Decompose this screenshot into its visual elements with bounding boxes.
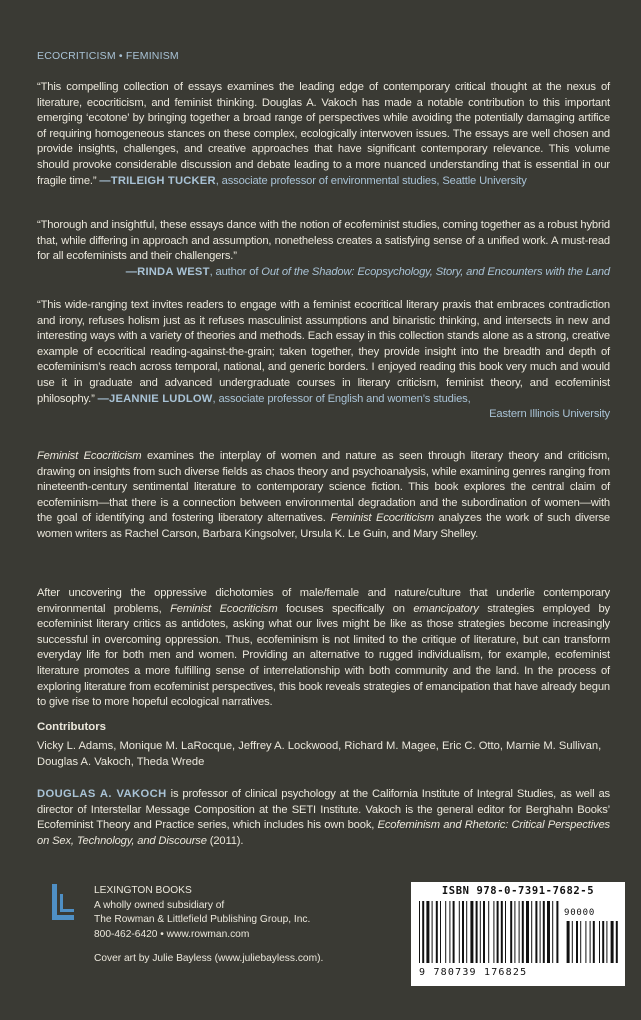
attribution-role: , author of: [209, 265, 262, 278]
book-title: Feminist Ecocriticism: [330, 512, 434, 525]
emphasis: emancipatory: [413, 602, 479, 615]
publisher-info: [94, 884, 310, 942]
bio-text: is professor of clinical psychology at the California Institute of Integral Studies, as well as director of Interstellar Message Composition at the SETI Institute. Vakoch is the general editor for Berghahn Books’ Ecofeminist Theory and Practice series, which includes his own book,: [37, 788, 610, 832]
attribution: [37, 265, 610, 281]
barcode-digits: 9 780739 176825: [419, 967, 528, 978]
description-text: strategies employed by ecofeminist literary critics as antidotes, asking what our lives might be like as those strategies become increasingly successful in overcoming oppression. Thus, ecofeminism is not limited to the critique of literature, but can transform everyday life for both men and women. Providing an alternative to rugged individualism, for example, ecofeminist literature promotes a more fulfilling sense of interrelationship with both community and the land. In the process of exploring literature from ecofeminist perspectives, this book reveals strategies of emancipation that have already begun to give rise to more hopeful ecological narratives.: [37, 602, 610, 709]
publisher-line: The Rowman & Littlefield Publishing Group, Inc.: [94, 914, 311, 926]
endorsement-west: [37, 218, 610, 280]
barcode-price-code: 90000: [564, 908, 596, 918]
publisher-name: LEXINGTON BOOKS: [94, 885, 192, 896]
cover-art-credit: Cover art by Julie Bayless (www.juliebayless.com).: [94, 953, 324, 964]
attribution-institution: Eastern Illinois University: [489, 408, 610, 421]
author-name: DOUGLAS A. VAKOCH: [37, 788, 167, 800]
description-paragraph-1: [37, 449, 610, 543]
quote-text: “This compelling collection of essays examines the leading edge of contemporary critical thought at the nexus of literature, ecocriticism, and feminist thinking. Douglas A. Vakoch has made a notable contribution to this important emerging ‘ecotone’ by bringing together a broad range of perspectives while avoiding the potentially damaging artifice of requiring homogeneous stances on these complex, ecologically interwoven issues. The essays are well chosen and provide insights, challenges, and creative approaches that have significant contemporary relevance. This volume should provoke considerable discussion and debate leading to a more nuanced understanding that is essential in our fragile time.”: [37, 81, 610, 187]
endorsement-ludlow: [37, 298, 610, 423]
contributors-heading: Contributors: [37, 721, 106, 733]
quote-text: “Thorough and insightful, these essays dance with the notion of ecofeminist studies, coming together as a robust hybrid that, while differing in approach and assumption, nonetheless creates a satisfying sense of a unified work. A must-read for all ecofeminists and their challengers.”: [37, 219, 610, 263]
description-paragraph-2: [37, 586, 610, 711]
bio-text: (2011).: [206, 834, 244, 847]
attribution-role: , associate professor of English and women’s studies,: [212, 392, 471, 405]
attribution-name: —TRILEIGH TUCKER: [99, 174, 216, 187]
attribution-role: , associate professor of environmental studies, Seattle University: [215, 174, 527, 187]
description-text: After uncovering the oppressive dichotomies of male/female and nature/culture that underlie contemporary environmental problems,: [37, 587, 610, 615]
attribution-book: Out of the Shadow: Ecopsychology, Story, and Encounters with the Land: [261, 265, 610, 278]
category-label: ECOCRITICISM • FEMINISM: [37, 50, 179, 62]
book-title: Feminist Ecocriticism: [170, 602, 278, 615]
author-book-title: Ecofeminism and Rhetoric: Critical Perspectives on Sex, Technology, and Discourse: [37, 819, 611, 847]
attribution-name: —JEANNIE LUDLOW: [97, 392, 213, 405]
description-text: focuses specifically on: [277, 602, 414, 615]
endorsement-tucker: [37, 80, 610, 189]
lexington-logo-icon: [52, 884, 74, 920]
publisher-contact: 800-462-6420 • www.rowman.com: [94, 928, 250, 940]
isbn-label: ISBN 978-0-7391-7682-5: [441, 885, 595, 897]
description-text: examines the interplay of women and nature as seen through literary theory and criticism, drawing on insights from such diverse fields as chaos theory and psychoanalysis, while examining genres ranging from nineteenth-century sentimental literature to contemporary science fiction. This book explores the central claim of ecofeminism—that there is a connection between environmental degradation and the subordination of women—with the goal of identifying and fostering liberatory alternatives.: [37, 450, 610, 525]
attribution-name: —RINDA WEST: [125, 265, 210, 278]
quote-text: “This wide-ranging text invites readers to engage with a feminist ecocritical literary praxis that embraces contradiction and irony, refuses holism just as it refuses masculinist assumptions and binaristic thinking, and intersects in new and interesting ways with a variety of theories and methods. Each essay in this collection stands alone as a strong, creative example of ecocritical reading-against-the-grain; taken together, they provide insight into the breadth and depth of ecofeminism’s reach across temporal, national, and generic borders. I enjoyed reading this book very much and would use it in graduate and advanced undergraduate courses in literary criticism, feminist theory, and ecofeminist philosophy.”: [37, 299, 610, 405]
publisher-line: A wholly owned subsidiary of: [94, 899, 225, 911]
description-text: analyzes the work of such diverse women writers as Rachel Carson, Barbara Kingsolver, Ursula K. Le Guin, and Mary Shelley.: [37, 512, 610, 540]
author-bio: [37, 787, 610, 849]
book-title: Feminist Ecocriticism: [37, 450, 142, 462]
contributors-list: Vicky L. Adams, Monique M. LaRocque, Jeffrey A. Lockwood, Richard M. Magee, Eric C. Otto, Marnie M. Sullivan, Douglas A. Vakoch, Theda Wrede: [37, 740, 602, 768]
